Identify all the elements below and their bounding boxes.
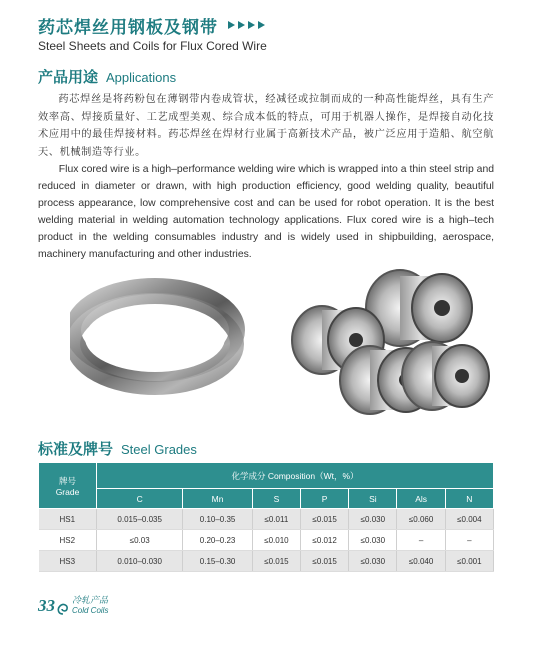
grades-title-zh: 标准及牌号 (38, 440, 114, 458)
wire-spools-image (292, 270, 489, 414)
value-cell: ≤0.010 (252, 530, 300, 551)
value-cell: 0.20–0.23 (183, 530, 252, 551)
column-header: S (252, 489, 300, 509)
grades-heading (38, 438, 197, 459)
page-footer (38, 596, 108, 616)
page-number: 33 (38, 596, 55, 615)
column-header: Mn (183, 489, 252, 509)
grade-header (39, 463, 97, 509)
grade-header-zh: 牌号 (58, 475, 76, 486)
value-cell: ≤0.011 (252, 509, 300, 530)
applications-title-en: Applications (106, 70, 177, 85)
column-header: C (97, 489, 183, 509)
grades-table-wrapper (38, 462, 494, 572)
column-header: P (301, 489, 349, 509)
value-cell: 0.010–0.030 (97, 551, 183, 572)
table-row (39, 551, 494, 572)
swirl-icon (56, 600, 70, 616)
applications-text-en: Flux cored wire is a high–performance welding wire which is wrapped into a thin steel strip and reduced in diameter or drawn, with high production efficiency, good welding quality, beautiful process appearance, low comprehensive cost and can be used for robot operation. It is the best welding material in welding automation technology applications. Flux cored wire is a high–tech product in the welding consumables industry and is widely used in shipbuilding, aerospace, machinery manufacturing and other industries. (38, 164, 494, 260)
grade-cell: HS2 (39, 530, 97, 551)
arrow-right-icon (228, 21, 235, 29)
footer-label-en: Cold Coils (72, 606, 109, 615)
table-row (39, 530, 494, 551)
value-cell: – (397, 530, 445, 551)
applications-heading (38, 66, 176, 87)
value-cell: 0.10–0.35 (183, 509, 252, 530)
grade-cell: HS1 (39, 509, 97, 530)
value-cell: ≤0.015 (301, 509, 349, 530)
value-cell: 0.15–0.30 (183, 551, 252, 572)
value-cell: ≤0.012 (301, 530, 349, 551)
applications-text-zh: 药芯焊丝是将药粉包在薄钢带内卷成管状，经减径或拉制而成的一种高性能焊丝，具有生产效率高、焊接质量好、工艺成型美观、综合成本低的特点，可用于机器人操作，是焊接自动化技术应用中的最佳焊接材料。药芯焊丝在焊材行业属于高新技术产品，被广泛应用于造船、航空航天、机械制造等行业。 (38, 94, 494, 158)
page-header (38, 14, 518, 53)
page-title-zh: 药芯焊丝用钢板及钢带 (38, 17, 218, 38)
column-header: Als (397, 489, 445, 509)
arrow-right-icon (258, 21, 265, 29)
composition-table (38, 462, 494, 572)
value-cell: ≤0.040 (397, 551, 445, 572)
value-cell: ≤0.060 (397, 509, 445, 530)
footer-label (72, 596, 108, 616)
table-row (39, 509, 494, 530)
value-cell: 0.015–0.035 (97, 509, 183, 530)
value-cell: ≤0.001 (445, 551, 493, 572)
column-header: Si (349, 489, 397, 509)
grades-title-en: Steel Grades (121, 442, 197, 457)
product-photos (70, 268, 490, 428)
value-cell: ≤0.030 (349, 551, 397, 572)
composition-header: 化学成分 Composition（Wt，%） (97, 463, 494, 489)
value-cell: ≤0.015 (301, 551, 349, 572)
page-title-en: Steel Sheets and Coils for Flux Cored Wire (38, 39, 267, 53)
steel-coil-image (73, 286, 237, 388)
grade-header-en: Grade (55, 486, 80, 497)
applications-title-zh: 产品用途 (38, 68, 99, 86)
column-header: N (445, 489, 493, 509)
value-cell: ≤0.030 (349, 509, 397, 530)
title-row (38, 14, 518, 36)
value-cell: – (445, 530, 493, 551)
footer-label-zh: 冷轧产品 (72, 596, 109, 606)
value-cell: ≤0.030 (349, 530, 397, 551)
value-cell: ≤0.004 (445, 509, 493, 530)
value-cell: ≤0.03 (97, 530, 183, 551)
value-cell: ≤0.015 (252, 551, 300, 572)
grade-cell: HS3 (39, 551, 97, 572)
arrow-icons (228, 21, 265, 29)
arrow-right-icon (238, 21, 245, 29)
arrow-right-icon (248, 21, 255, 29)
